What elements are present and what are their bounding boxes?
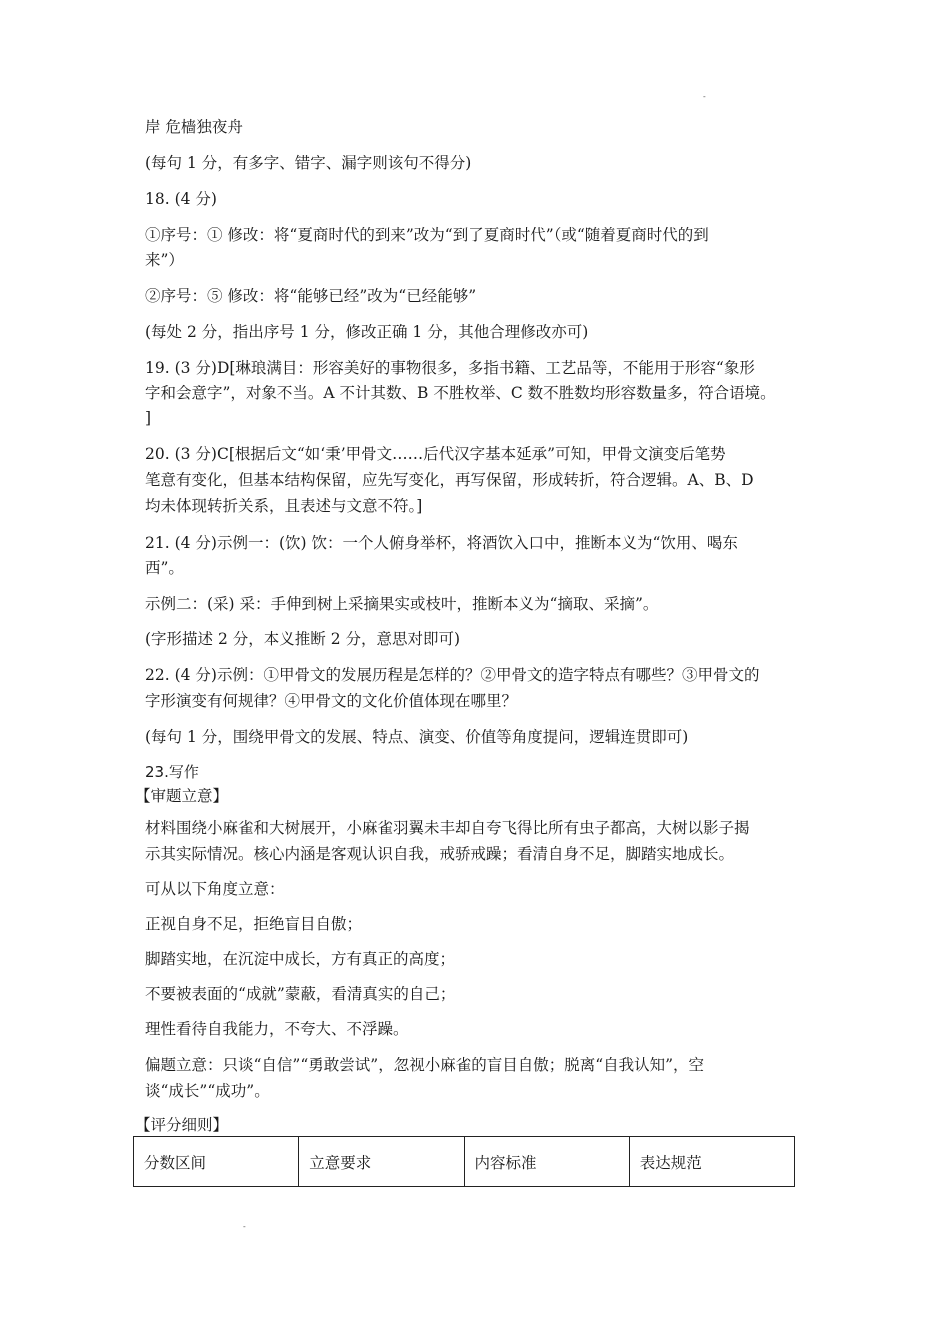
table-header-cell: 内容标准: [464, 1137, 629, 1187]
q18-item1-line2: 来”）: [145, 251, 184, 269]
intent-para-line2: 示其实际情况。核心内涵是客观认识自我，戒骄戒躁；看清自身不足，脚踏实地成长。: [145, 845, 735, 863]
intent-para-line1: 材料围绕小麻雀和大树展开，小麻雀羽翼未丰却自夸飞得比所有虫子都高，大树以影子揭: [145, 819, 750, 837]
q23-heading: 23.写作: [145, 763, 199, 781]
q20-line3: 均未体现转折关系，且表述与文意不符。]: [145, 497, 423, 515]
q18-item1-line1: ①序号：① 修改：将“夏商时代的到来”改为“到了夏商时代”（或“随着夏商时代的到: [145, 226, 709, 244]
header-mark: -: [703, 92, 706, 101]
q19-line2: 字和会意字”，对象不当。A 不计其数、B 不胜枚举、C 数不胜数均形容数量多，符合语境。: [145, 384, 776, 402]
q21-example1-line2: 西”。: [145, 559, 184, 577]
rubric-table: [133, 1136, 795, 1187]
table-header-cell: 分数区间: [134, 1137, 299, 1187]
q19-line1: 19. (3 分)D[琳琅满目：形容美好的事物很多，多指书籍、工艺品等，不能用于形容“象形: [145, 359, 755, 377]
q20-line1: 20. (3 分)C[根据后文“如‘秉’甲骨文……后代汉字基本延承”可知，甲骨文演变后笔势: [145, 445, 726, 463]
q22-line1: 22. (4 分)示例：①甲骨文的发展历程是怎样的？②甲骨文的造字特点有哪些？③甲骨文的: [145, 666, 760, 684]
q22-line2: 字形演变有何规律？④甲骨文的文化价值体现在哪里？: [145, 692, 518, 710]
angle-3: 不要被表面的“成就”蒙蔽，看清真实的自己；: [145, 985, 456, 1003]
off-topic-line1: 偏题立意：只谈“自信”“勇敢尝试”，忽视小麻雀的盲目自傲；脱离“自我认知”，空: [145, 1056, 705, 1074]
angle-4: 理性看待自我能力，不夸大、不浮躁。: [145, 1020, 409, 1038]
table-header-row: [134, 1137, 795, 1187]
angle-1: 正视自身不足，拒绝盲目自傲；: [145, 915, 363, 933]
scoring-note-17: (每句 1 分，有多字、错字、漏字则该句不得分): [145, 154, 472, 172]
q20-line2: 笔意有变化，但基本结构保留，应先写变化，再写保留，形成转折，符合逻辑。A、B、D: [145, 471, 754, 489]
q21-example2: 示例二：(采) 采：手伸到树上采摘果实或枝叶，推断本义为“摘取、采摘”。: [145, 595, 659, 613]
poem-line: 岸 危樯独夜舟: [145, 118, 243, 136]
q18-item2: ②序号：⑤ 修改：将“能够已经”改为“已经能够”: [145, 287, 477, 305]
q21-example1-line1: 21. (4 分)示例一：(饮) 饮：一个人俯身举杯，将酒饮入口中，推断本义为“饮用、喝东: [145, 534, 738, 552]
table-header-cell: 表达规范: [629, 1137, 794, 1187]
question-18-heading: 18. (4 分): [145, 190, 217, 208]
angles-intro: 可从以下角度立意：: [145, 880, 285, 898]
table-header-cell: 立意要求: [299, 1137, 464, 1187]
off-topic-line2: 谈“成长”“成功”。: [145, 1082, 270, 1100]
q19-line3: ]: [145, 409, 152, 427]
footer-mark: -: [243, 1222, 246, 1231]
section-heading-rubric: 【评分细则】: [135, 1116, 229, 1134]
angle-2: 脚踏实地，在沉淀中成长，方有真正的高度；: [145, 950, 456, 968]
scoring-note-22: (每句 1 分，围绕甲骨文的发展、特点、演变、价值等角度提问，逻辑连贯即可): [145, 728, 689, 746]
scoring-note-21: (字形描述 2 分，本义推断 2 分，意思对即可): [145, 630, 461, 648]
scoring-note-18: (每处 2 分，指出序号 1 分，修改正确 1 分，其他合理修改亦可): [145, 323, 589, 341]
section-heading-intent: 【审题立意】: [135, 787, 229, 805]
